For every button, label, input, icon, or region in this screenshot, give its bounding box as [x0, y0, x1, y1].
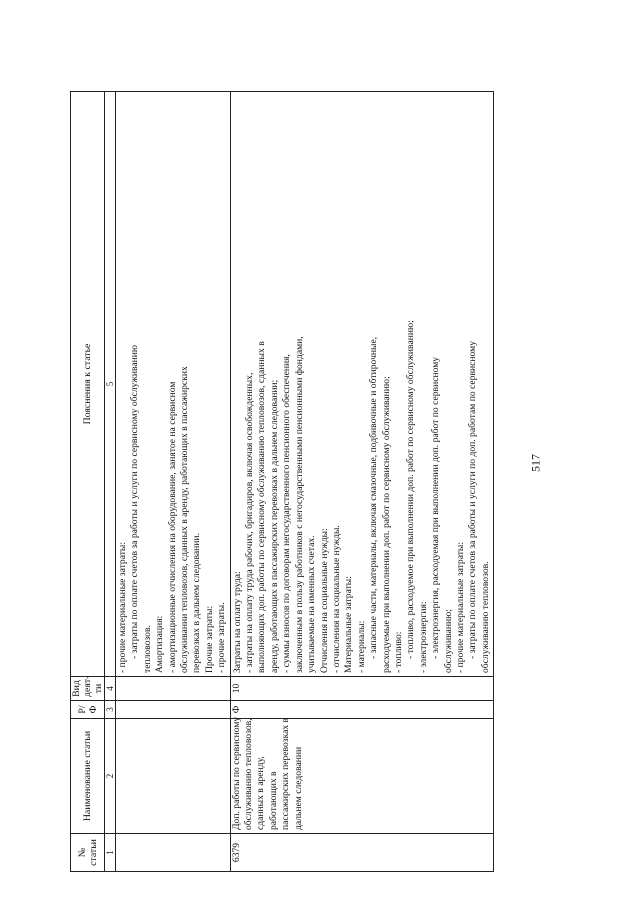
explanation-line: учитываемые на именных счетах. [306, 535, 318, 673]
explanation-line: - электроэнергия, расходуемая при выполнении доп. работ по сервисному [430, 356, 442, 659]
explanation-cell [230, 92, 494, 677]
explanation-line: Прочие затраты: [203, 605, 215, 673]
explanation-line: - затраты по оплате счетов за работы и услуги по доп. работам по сервисному [467, 340, 479, 659]
explanation-line: - топливо: [392, 631, 404, 673]
explanation-line: Затраты на оплату труда: [231, 571, 243, 673]
explanation-line: тепловозов. [141, 625, 153, 673]
explanation-line: - материалы: [355, 620, 367, 673]
rf-cell [116, 701, 231, 719]
explanation-line: Отчисления на социальные нужды: [318, 528, 330, 673]
article-name-line: сданных в аренду, [255, 756, 267, 830]
explanation-line: аренду, работающих в пассажирских перевозках в дальнем следовании; [268, 379, 280, 673]
activity-cell: 10 [230, 677, 494, 701]
header-article-name: Наименование статьи [71, 719, 105, 834]
explanation-line: - запасные части, материалы, включая смазочные, подбивочные и обтирочные, [368, 336, 380, 659]
explanation-line: - электроэнергия: [417, 601, 429, 673]
article-name-line: Доп. работы по сервисному [230, 716, 242, 830]
explanation-line: обслуживанию тепловозов. [479, 561, 491, 673]
explanation-line: Амортизация: [154, 615, 166, 673]
column-number-row [105, 92, 116, 872]
article-number-cell [116, 834, 231, 872]
explanation-line: - прочие материальные затраты: [117, 541, 128, 673]
explanation-line: выполняющих доп. работы по сервисному обслуживанию тепловозов, сданных в [256, 341, 268, 673]
article-name-line: работающих в [267, 771, 279, 830]
rotated-table-container [70, 92, 491, 872]
column-number: 4 [105, 677, 116, 701]
explanation-line: заключенным в пользу работников с негосударственными пенсионными фондами, [293, 336, 305, 673]
article-name-line: пассажирских перевозках в [280, 717, 292, 830]
explanation-line: перевозках в дальнем следовании. [191, 533, 203, 673]
explanation-line: - прочие затраты. [216, 602, 228, 673]
header-explanations: Пояснения к статье [71, 92, 105, 677]
explanation-line: - затраты по оплате счетов за работы и услуги по сервисному обслуживанию [129, 344, 141, 659]
explanation-line: расходуемые при выполнении доп. работ по сервисному обслуживанию; [380, 376, 392, 673]
column-number: 5 [105, 92, 116, 677]
header-activity-type: Вид деят-ти [71, 677, 105, 701]
table-row [230, 92, 494, 872]
column-number: 3 [105, 701, 116, 719]
column-number: 1 [105, 834, 116, 872]
explanation-line: обслуживании тепловозов, сданных в аренду, работающих в пассажирских [179, 366, 191, 673]
explanation-line: обслуживанию; [442, 609, 454, 673]
header-article-number: № статьи [71, 834, 105, 872]
article-name-line: дальнем следовании [292, 746, 304, 830]
page-number: 517 [528, 454, 543, 472]
rf-cell: Ф [230, 701, 494, 719]
article-name-line: обслуживанию тепловозов, [243, 718, 255, 830]
explanation-line: - затраты на оплату труда рабочих, бригадиров, включая освобожденных, [244, 372, 256, 673]
explanation-cell [116, 92, 231, 677]
article-name-cell [230, 716, 494, 834]
column-number: 2 [105, 719, 116, 834]
explanation-line: - амортизационные отчисления на оборудование, занятое на сервисном [166, 381, 178, 673]
explanation-line: - прочие материальные затраты: [454, 541, 466, 673]
article-number-cell: 6379 [230, 834, 494, 872]
table-row [116, 92, 231, 872]
table-header-row [71, 92, 105, 872]
explanation-line: - отчисления на социальные нужды. [330, 525, 342, 673]
document-table [70, 91, 494, 872]
activity-cell [116, 677, 231, 701]
explanation-line: - топливо, расходуемое при выполнении доп. работ по сервисному обслуживанию; [405, 320, 417, 659]
header-rf: Р/ Ф [71, 701, 105, 719]
explanation-line: Материальные затраты: [343, 576, 355, 673]
explanation-line: - суммы взносов по договорам негосударственного пенсионного обеспечения, [281, 354, 293, 673]
article-name-cell [116, 719, 231, 834]
